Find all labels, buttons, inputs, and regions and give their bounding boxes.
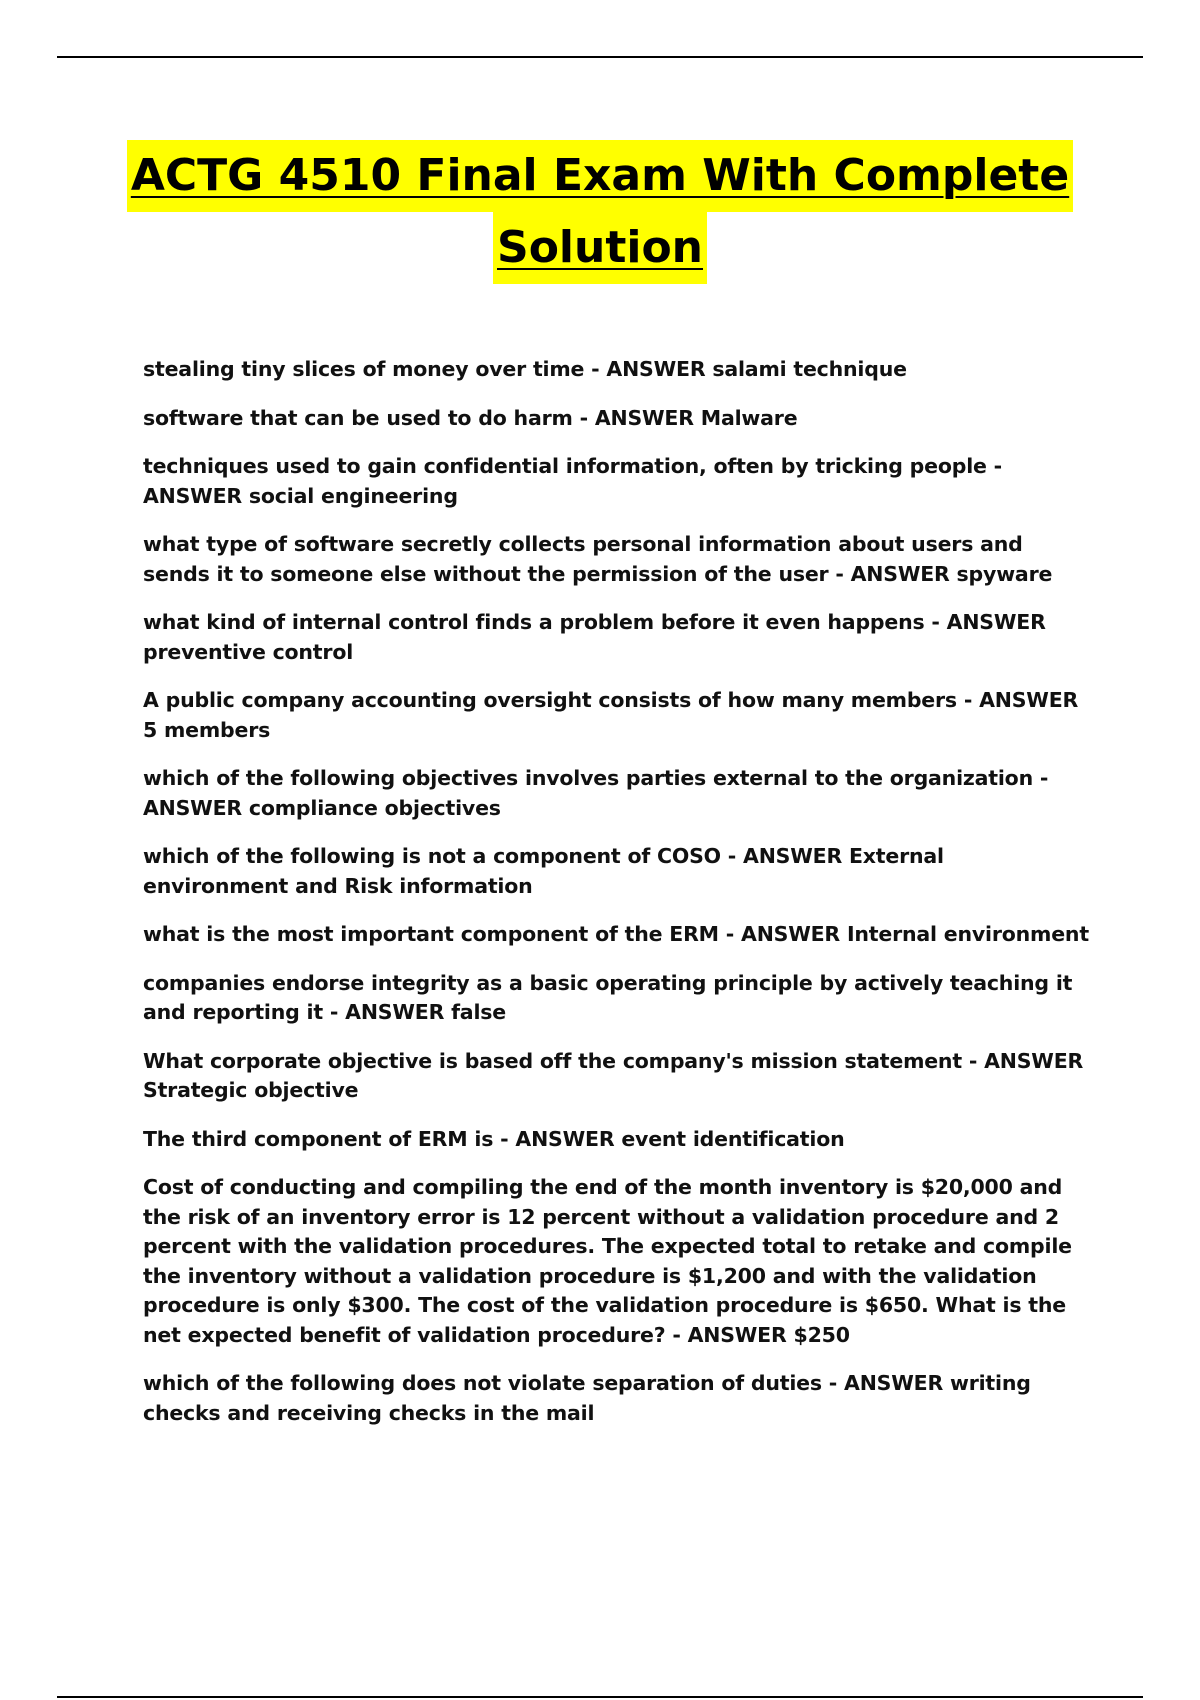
qa-item: stealing tiny slices of money over time - ANSWER salami technique — [143, 357, 907, 381]
qa-item: what is the most important component of the ERM - ANSWER Internal environment — [143, 922, 1089, 946]
qa-item: A public company accounting oversight consists of how many members - ANSWER 5 members — [143, 688, 1079, 742]
page-title — [0, 140, 1200, 284]
qa-item: which of the following is not a component of COSO - ANSWER External environment and Risk information — [143, 844, 944, 898]
qa-item: The third component of ERM is - ANSWER event identification — [143, 1126, 845, 1151]
qa-item: software that can be used to do harm - ANSWER Malware — [143, 405, 798, 430]
qa-item: companies endorse integrity as a basic operating principle by actively teaching it and reporting it - ANSWER false — [143, 970, 1073, 1024]
title-line-1: ACTG 4510 Final Exam With Complete — [127, 140, 1073, 212]
question-answer-list — [143, 355, 1093, 1447]
qa-item: what kind of internal control finds a problem before it even happens - ANSWER preventive control — [143, 610, 1046, 664]
title-line-2: Solution — [493, 212, 707, 284]
top-rule — [57, 56, 1143, 58]
qa-item: what type of software secretly collects personal information about users and sends it to someone else without the permission of the user - ANSWER spyware — [143, 532, 1053, 586]
qa-item: techniques used to gain confidential information, often by tricking people - ANSWER social engineering — [143, 454, 1002, 508]
qa-item: Cost of conducting and compiling the end of the month inventory is $20,000 and the risk of an inventory error is 12 percent without a validation procedure and 2 percent with the validation procedures. The expected total to retake and compile the inventory without a validation procedure is $1,200 and with the validation procedure is only $300. The cost of the validation procedure is $650. What is the net expected benefit of validation procedure? - ANSWER $250 — [143, 1175, 1072, 1347]
bottom-rule — [57, 1696, 1143, 1698]
qa-item: which of the following does not violate separation of duties - ANSWER writing checks and receiving checks in the mail — [143, 1371, 1031, 1425]
qa-item: What corporate objective is based off the company's mission statement - ANSWER Strategic objective — [143, 1048, 1084, 1102]
qa-item: which of the following objectives involves parties external to the organization - ANSWER compliance objectives — [143, 766, 1049, 820]
